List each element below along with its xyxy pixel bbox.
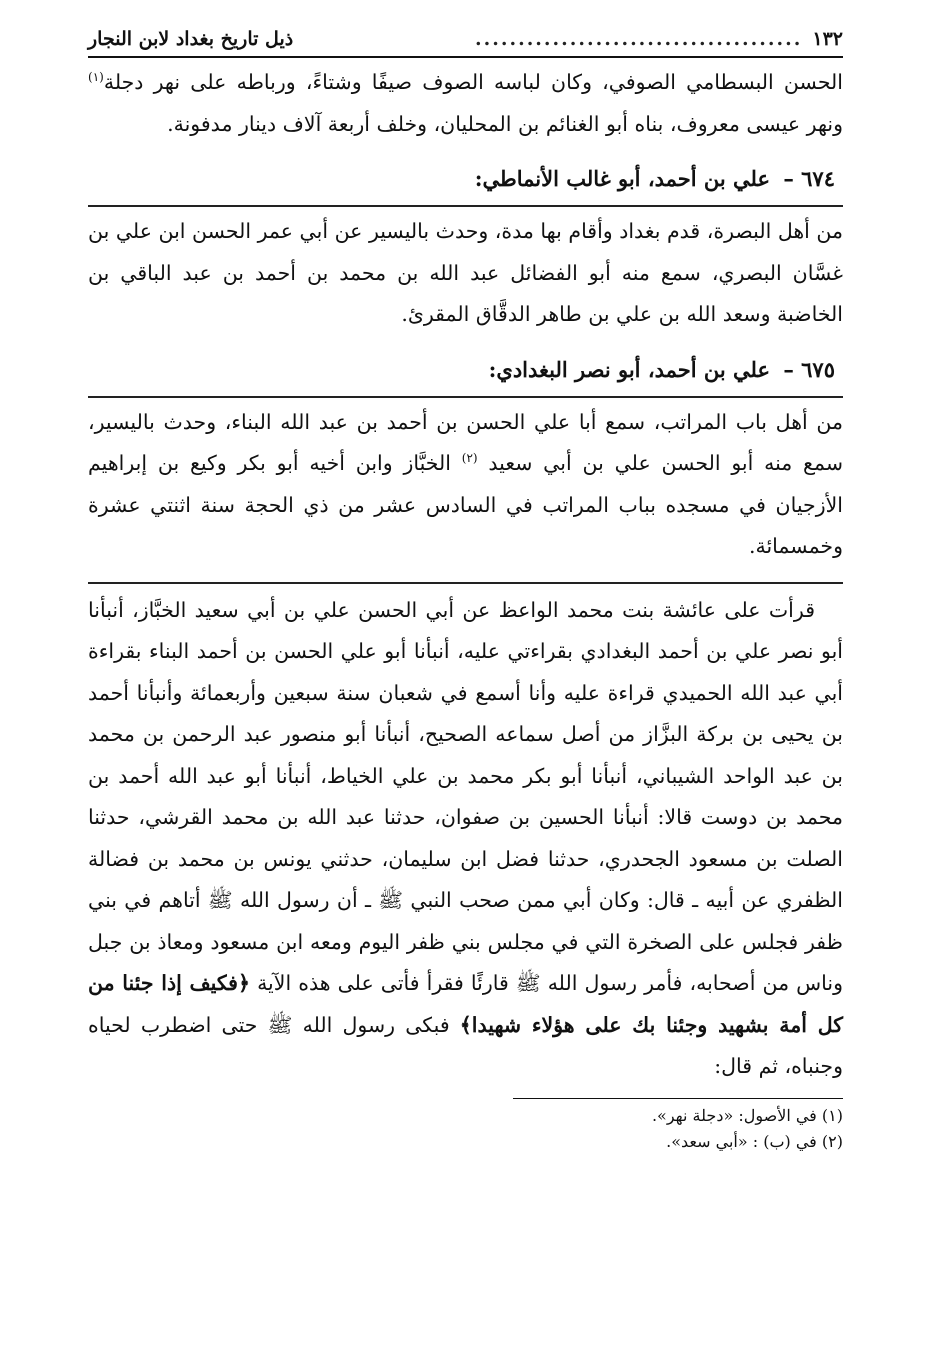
footnote-divider bbox=[513, 1098, 843, 1099]
footnote-marker-1: (١) bbox=[88, 70, 104, 85]
entry-title-675: علي بن أحمد، أبو نصر البغدادي: bbox=[488, 356, 771, 382]
book-page bbox=[88, 22, 843, 1155]
entry-heading-675 bbox=[88, 350, 843, 390]
footnote-2: (٢) في (ب) : «أبي سعد». bbox=[666, 1131, 843, 1151]
footnote-1: (١) في الأصول: «دجلة نهر». bbox=[651, 1105, 843, 1125]
entry-body-675-text: من أهل باب المراتب، سمع أبا علي الحسن بن أحمد بن عبد الله البناء، وحدث باليسير، سمع منه أبو الحسن علي بن أبي سعيد bbox=[88, 409, 843, 475]
quran-verse: ﴿فكيف إذا جئنا من كل أمة بشهيد وجئنا بك على هؤلاء شهيدا﴾ bbox=[88, 971, 843, 1037]
opening-paragraph bbox=[88, 62, 843, 145]
entry-body-675 bbox=[88, 396, 843, 568]
opening-text-continued: ونهر عيسى معروف، بناه أبو الغنائم بن المحليان، وخلف أربعة آلاف دينار مدفونة. bbox=[167, 111, 843, 136]
entry-heading-674 bbox=[88, 159, 843, 199]
narration-text: قرأت على عائشة بنت محمد الواعظ عن أبي الحسن علي بن أبي سعيد الخبَّاز، أنبأنا أبو نصر علي بن أحمد البغدادي بقراءتي عليه، أنبأنا أبو علي الحسن بن أحمد البناء بقراءة أبي عبد الله الحميدي قراءة عليه وأنا أسمع في شعبان سنة سبعين وأربعمائة وأنبأنا أحمد بن يحيى بن بركة البزَّاز من أصل سماعه الصحيح، أنبأنا أبو منصور عبد الرحمن بن محمد بن عبد الواحد الشيباني، أنبأنا أبو بكر محمد بن علي الخياط، أنبأنا أبو عبد الله أحمد بن محمد بن دوست قالا: أنبأنا الحسين بن صفوان، حدثنا عبد الله بن محمد القرشي، حدثنا الصلت بن مسعود الجحدري، حدثنا فضل ابن سليمان، حدثني يونس بن محمد بن فضالة الظفري عن أبيه ـ قال: وكان أبي ممن صحب النبي ﷺ ـ أن رسول الله ﷺ أتاهم في بني ظفر فجلس على الصخرة التي في مجلس بني ظفر اليوم ومعه ابن مسعود ومعاذ بن جبل وناس من أصحابه، فأمر رسول الله ﷺ قارئًا فقرأ فأتى على هذه الآية bbox=[88, 597, 843, 995]
entry-body-674: من أهل البصرة، قدم بغداد وأقام بها مدة، وحدث باليسير عن أبي عمر الحسن ابن علي بن غسَّان البصري، سمع منه أبو الفضائل عبد الله بن محمد بن أحمد بن عبد الباقي بن الخاضبة وسعد الله بن علي بن طاهر الدقَّاق المقرئ. bbox=[88, 205, 843, 336]
running-head-title: ذيل تاريخ بغداد لابن النجار bbox=[88, 28, 294, 50]
narration-paragraph bbox=[88, 582, 843, 1088]
entry-title-674: علي بن أحمد، أبو غالب الأنماطي: bbox=[474, 166, 771, 191]
narration-ending: فبكى رسول الله ﷺ حتى اضطرب لحياه وجنباه، ثم قال: bbox=[88, 1012, 843, 1078]
footnotes bbox=[88, 1103, 843, 1155]
page-number: ١٣٢ bbox=[812, 28, 843, 50]
running-head bbox=[88, 22, 843, 58]
entry-number-675: ٦٧٥ – bbox=[783, 356, 835, 382]
entry-number-674: ٦٧٤ – bbox=[783, 166, 835, 191]
footnote-marker-2: (٢) bbox=[461, 451, 478, 466]
opening-text: الحسن البسطامي الصوفي، وكان لباسه الصوف صيفًا وشتاءً، ورباطه على نهر دجلة bbox=[103, 70, 843, 94]
running-head-dots: ...................................... bbox=[475, 28, 803, 50]
entry-body-675-text-continued: الخبَّاز وابن أخيه أبو بكر وكيع بن إبراهيم الأزجيان في مسجده بباب المراتب في السادس عشر من ذي الحجة سنة اثنتي عشرة وخمسمائة. bbox=[88, 451, 843, 558]
